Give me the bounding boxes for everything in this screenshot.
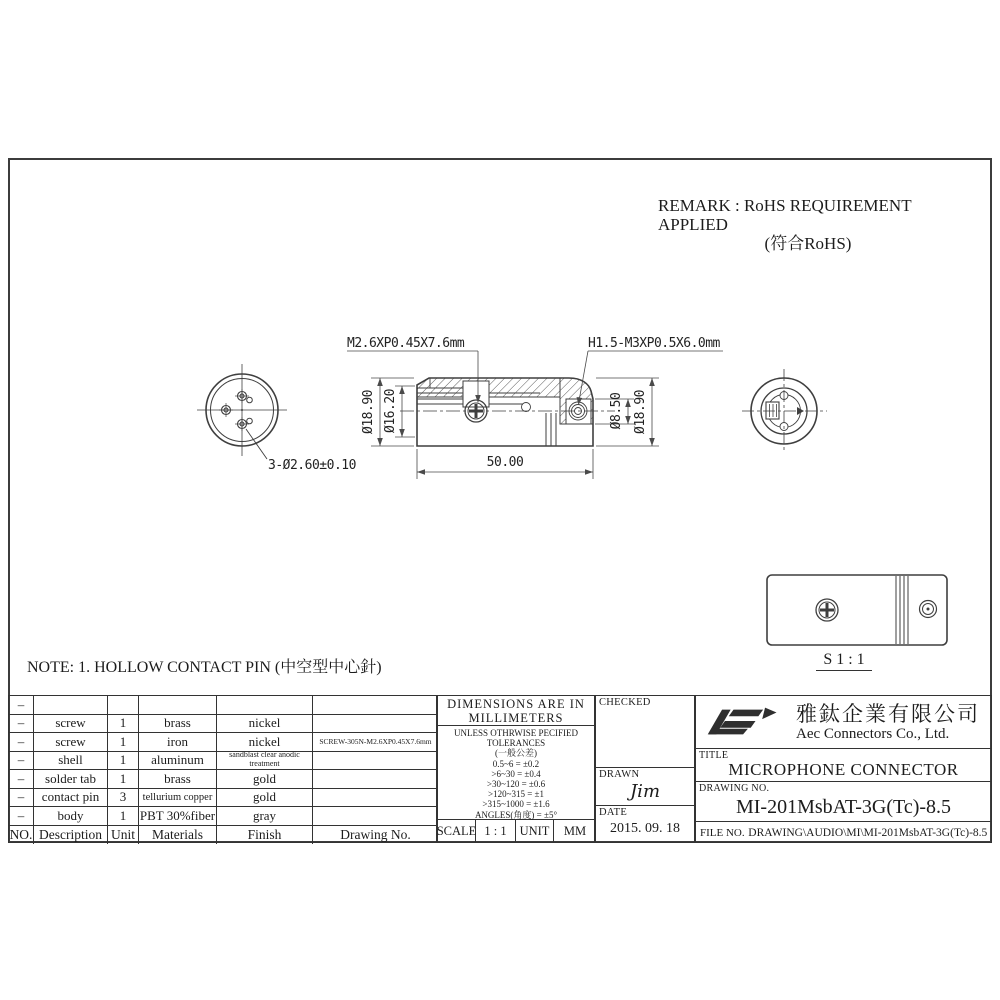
parts-cell bbox=[108, 696, 139, 715]
file-no-row bbox=[696, 822, 991, 844]
tolerance-subtitle-1: UNLESS OTHRWISE PECIFIED bbox=[453, 728, 578, 738]
parts-header-no: NO. bbox=[9, 826, 34, 845]
parts-table bbox=[8, 695, 437, 843]
parts-header-description: Description bbox=[34, 826, 108, 845]
parts-cell bbox=[217, 696, 313, 715]
parts-cell bbox=[34, 696, 108, 715]
side-section-view bbox=[400, 378, 615, 446]
scale-value: 1 : 1 bbox=[476, 820, 516, 842]
scale-view-label: S 1 : 1 bbox=[816, 651, 872, 671]
drawing-title: MICROPHONE CONNECTOR bbox=[728, 760, 959, 779]
parts-header-materials: Materials bbox=[139, 826, 217, 845]
tolerance-line: >30~120 = ±0.6 bbox=[486, 779, 546, 790]
dimensions-header-line1: DIMENSIONS ARE IN bbox=[447, 697, 585, 711]
company-block bbox=[695, 695, 992, 843]
parts-cell: – bbox=[9, 752, 34, 771]
parts-cell: brass bbox=[139, 715, 217, 734]
parts-cell: screw bbox=[34, 715, 108, 734]
parts-cell: tellurium copper bbox=[139, 789, 217, 808]
parts-cell: – bbox=[9, 789, 34, 808]
company-header bbox=[696, 696, 991, 749]
parts-header-drawing-no: Drawing No. bbox=[340, 826, 411, 842]
parts-cell: SCREW-305N-M2.6XP0.45X7.6mm bbox=[313, 733, 438, 752]
parts-header-unit: Unit bbox=[108, 826, 139, 845]
note-text: NOTE: 1. HOLLOW CONTACT PIN (中空型中心針) bbox=[27, 659, 382, 676]
drawn-signature: Jim bbox=[629, 781, 661, 802]
parts-cell bbox=[313, 807, 438, 826]
remark-line-2: (符合RoHS) bbox=[764, 234, 852, 253]
parts-cell: aluminum bbox=[139, 752, 217, 771]
rear-view bbox=[742, 369, 827, 453]
tolerance-block bbox=[437, 695, 595, 843]
dim-hole-dia: Ø8.50 bbox=[609, 392, 624, 430]
tolerance-subtitle-3: (一般公差) bbox=[495, 748, 537, 759]
parts-cell: nickel bbox=[217, 715, 313, 734]
unit-value: MM bbox=[563, 823, 587, 838]
tolerance-subtitle-2: TOLERANCES bbox=[486, 738, 546, 749]
parts-cell: gold bbox=[217, 770, 313, 789]
dim-front-pins: 3-Ø2.60±0.10 bbox=[268, 458, 356, 473]
parts-cell: gold bbox=[217, 789, 313, 808]
drawing-no-row bbox=[696, 782, 991, 822]
parts-cell: – bbox=[9, 807, 34, 826]
thread-spec-left-label: M2.6XP0.45X7.6mm bbox=[347, 336, 465, 351]
tolerance-list bbox=[438, 726, 594, 819]
parts-cell: – bbox=[9, 733, 34, 752]
date-label: DATE bbox=[599, 807, 628, 818]
checked-label: CHECKED bbox=[599, 697, 651, 708]
parts-cell: brass bbox=[139, 770, 217, 789]
parts-cell: 1 bbox=[108, 733, 139, 752]
file-no-value: DRAWING\AUDIO\MI\MI-201MsbAT-3G(Tc)-8.5 bbox=[748, 827, 988, 839]
parts-cell: screw bbox=[34, 733, 108, 752]
date-cell bbox=[596, 806, 694, 844]
file-no-label: FILE NO. bbox=[700, 827, 745, 839]
checked-cell bbox=[596, 696, 694, 768]
front-view bbox=[197, 364, 287, 459]
parts-cell bbox=[313, 789, 438, 808]
unit-label: UNIT bbox=[516, 820, 554, 842]
scale-1to1-view bbox=[767, 575, 947, 645]
title-row bbox=[696, 749, 991, 782]
tolerance-line: >315~1000 = ±1.6 bbox=[482, 799, 550, 810]
parts-cell: body bbox=[34, 807, 108, 826]
company-names bbox=[796, 702, 980, 743]
dim-outer-dia-left: Ø18.90 bbox=[361, 390, 376, 434]
parts-cell: 3 bbox=[108, 789, 139, 808]
drawing-no-value: MI-201MsbAT-3G(Tc)-8.5 bbox=[735, 796, 952, 818]
thread-spec-right-label: H1.5-M3XP0.5X6.0mm bbox=[588, 336, 720, 351]
company-name-en: Aec Connectors Co., Ltd. bbox=[796, 725, 950, 742]
parts-cell: – bbox=[9, 696, 34, 715]
parts-cell bbox=[313, 752, 438, 771]
tolerance-line: ANGLES(角度) = ±5° bbox=[474, 809, 558, 820]
parts-cell bbox=[313, 696, 438, 715]
parts-cell: – bbox=[9, 770, 34, 789]
parts-cell: 1 bbox=[108, 770, 139, 789]
parts-cell bbox=[313, 770, 438, 789]
company-name-zh: 雅鈦企業有限公司 bbox=[796, 701, 980, 726]
parts-cell: 1 bbox=[108, 807, 139, 826]
tolerance-line: 0.5~6 = ±0.2 bbox=[492, 758, 540, 769]
drawn-label: DRAWN bbox=[599, 769, 640, 780]
parts-cell bbox=[139, 696, 217, 715]
parts-cell: iron bbox=[139, 733, 217, 752]
dim-outer-dia-right: Ø18.90 bbox=[633, 390, 648, 434]
dim-length: 50.00 bbox=[486, 455, 524, 470]
parts-header-finish: Finish bbox=[217, 826, 313, 845]
remark-line-1: REMARK : RoHS REQUIREMENT APPLIED bbox=[658, 196, 912, 234]
parts-cell: shell bbox=[34, 752, 108, 771]
dimensions-header bbox=[438, 696, 594, 726]
title-label: TITLE bbox=[699, 750, 729, 761]
tolerance-line: >6~30 = ±0.4 bbox=[491, 768, 541, 779]
company-logo-icon bbox=[702, 702, 788, 742]
approval-block bbox=[595, 695, 695, 843]
remark-block bbox=[658, 196, 958, 253]
parts-cell: solder tab bbox=[34, 770, 108, 789]
parts-cell: – bbox=[9, 715, 34, 734]
parts-cell bbox=[313, 715, 438, 734]
parts-cell: sandblast clear anodic treatment bbox=[217, 752, 313, 771]
parts-cell: PBT 30%fiber bbox=[139, 807, 217, 826]
tolerance-line: >120~315 = ±1 bbox=[488, 789, 544, 800]
dim-inner-dia: Ø16.20 bbox=[383, 389, 398, 433]
parts-cell: gray bbox=[217, 807, 313, 826]
dimensions-header-line2: MILLIMETERS bbox=[468, 711, 564, 725]
drawing-no-label: DRAWING NO. bbox=[699, 783, 770, 794]
parts-cell: 1 bbox=[108, 752, 139, 771]
date-value: 2015. 09. 18 bbox=[610, 821, 680, 836]
parts-cell: 1 bbox=[108, 715, 139, 734]
parts-cell: contact pin bbox=[34, 789, 108, 808]
parts-cell: nickel bbox=[217, 733, 313, 752]
scale-label: SCALE bbox=[438, 820, 476, 842]
scale-row bbox=[438, 819, 594, 842]
drawn-cell bbox=[596, 768, 694, 806]
